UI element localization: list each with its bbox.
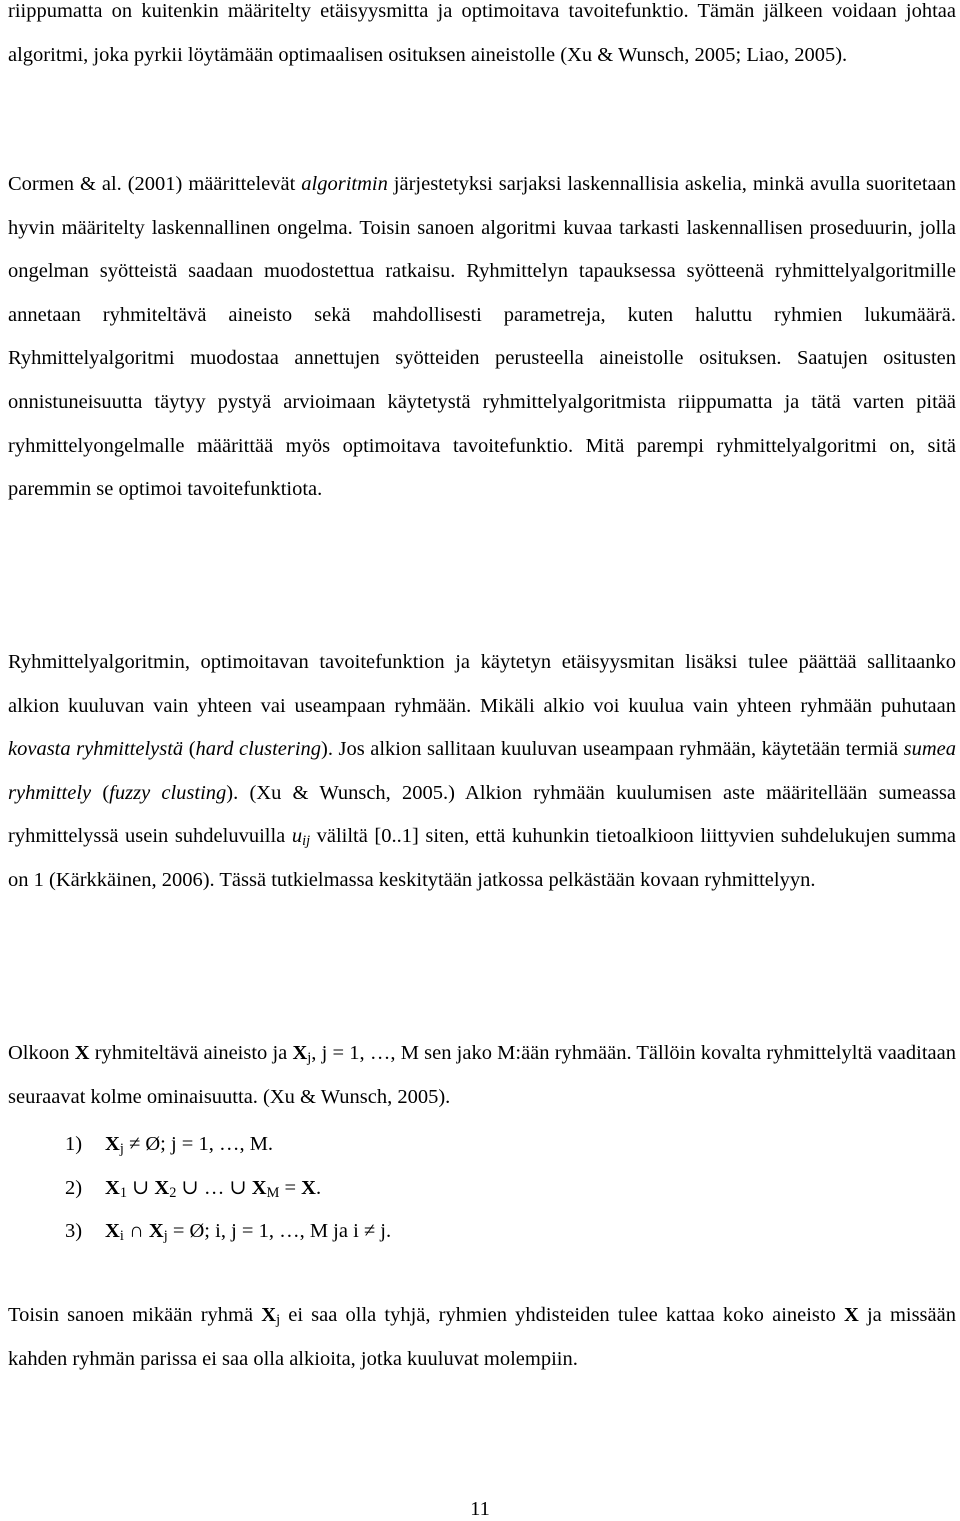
paragraph-summary <box>8 1294 956 1381</box>
math-variable: X <box>105 1176 120 1199</box>
math-subscript: j <box>307 1050 312 1066</box>
math-subscript: j <box>163 1228 168 1245</box>
text-run: ( <box>183 738 196 761</box>
text-run: Olkoon <box>8 1042 75 1064</box>
text-run: ei saa olla tyhjä, ryhmien yhdisteiden tulee kattaa koko aineisto <box>280 1304 845 1326</box>
paragraph-algorithm-definition <box>8 163 956 512</box>
paragraph-clustering-types <box>8 641 956 903</box>
math-variable: u <box>291 825 303 848</box>
math-variable: X <box>105 1220 120 1243</box>
text-run: ryhmiteltävä aineisto ja <box>89 1042 293 1064</box>
text-run: ( <box>91 781 110 804</box>
text-run: = Ø; i, j = 1, …, M ja i ≠ j. <box>167 1220 392 1243</box>
list-item <box>65 1123 865 1167</box>
list-item <box>65 1167 865 1211</box>
math-variable: X <box>261 1304 277 1326</box>
math-operator: ∪ <box>126 1176 155 1199</box>
math-operator: = <box>279 1176 302 1199</box>
math-variable: X <box>105 1133 120 1155</box>
math-subscript: M <box>266 1184 280 1201</box>
text-run: Toisin sanoen mikään ryhmä <box>8 1304 262 1326</box>
emphasis-term: algoritmin <box>301 173 388 195</box>
list-number: 3) <box>65 1220 83 1243</box>
conditions-list <box>65 1123 865 1254</box>
text-run: ). (Xu & Wunsch, 2005.) Alkion ryhmään kuulumisen aste määritellään sumeassa ryhmittelyssä usein suhdeluvuilla <box>8 781 956 848</box>
list-number: 2) <box>65 1176 83 1199</box>
paragraph-partition-definition <box>8 1032 956 1119</box>
page-number: 11 <box>470 1498 490 1520</box>
math-subscript: j <box>276 1312 281 1328</box>
text-run: . <box>315 1176 322 1199</box>
list-item <box>65 1210 865 1254</box>
emphasis-term: fuzzy clusting <box>109 781 227 804</box>
text-run: ≠ Ø; j = 1, …, M. <box>123 1133 274 1155</box>
emphasis-term: kovasta ryhmittelystä <box>8 738 184 761</box>
text-run: , j = 1, …, M sen jako M:ään ryhmään. Tällöin kovalta ryhmittelyltä vaaditaan seuraavat kolme ominaisuutta. (Xu & Wunsch, 2005). <box>8 1042 956 1108</box>
math-subscript: 2 <box>169 1184 177 1201</box>
math-operator: ∪ … ∪ <box>176 1176 252 1199</box>
text-run: Cormen & al. (2001) määrittelevät <box>8 173 302 195</box>
emphasis-term: sumea ryhmittely <box>8 738 957 804</box>
math-subscript: i <box>119 1228 124 1245</box>
emphasis-term: hard clustering <box>195 738 322 761</box>
paragraph-1: riippumatta on kuitenkin määritelty etäisyysmitta ja optimoitava tavoitefunktio. Tämän jälkeen voidaan johtaa algoritmi, joka pyrkii löytämään optimaalisen osituksen aineistolle (Xu & Wunsch, 2005; Liao, 2005). <box>8 0 956 66</box>
text-run: järjestetyksi sarjaksi laskennallisia askelia, minkä avulla suoritetaan hyvin määritelty laskennallinen ongelma. Toisin sanoen algoritmi kuvaa tarkasti laskennallisen proseduurin, jolla ongelman syötteistä saadaan muodostettua ratkaisu. Ryhmittelyn tapauksessa syötteenä ryhmittelyalgoritmille annetaan ryhmiteltävä aineisto sekä mahdollisesti parametreja, kuten haluttu ryhmien lukumäärä. Ryhmittelyalgoritmi muodostaa annettujen syötteiden perusteella aineistolle osituksen. Saatujen ositusten onnistuneisuutta täytyy pystyä arvioimaan käytetystä ryhmittelyalgoritmista riippumatta ja tätä varten pitää ryhmittelyongelmalle määrittää myös optimoitava tavoitefunktio. Mitä parempi ryhmittelyalgoritmi on, sitä paremmin se optimoi tavoitefunktiota. <box>8 173 956 501</box>
text-run: väliltä [0..1] siten, että kuhunkin tietoalkioon liittyvien suhdelukujen summa on 1 (Kärkkäinen, 2006). Tässä tutkielmassa keskitytään jatkossa pelkästään kovaan ryhmittelyyn. <box>8 825 956 891</box>
math-subscript: 1 <box>119 1184 127 1201</box>
list-number: 1) <box>65 1133 83 1155</box>
math-variable: X <box>292 1042 308 1064</box>
text-run: ja missään kahden ryhmän parissa ei saa olla alkioita, jotka kuuluvat molempiin. <box>8 1304 956 1370</box>
text-run: ). Jos alkion sallitaan kuuluvan useampaan ryhmään, käytetään termiä <box>321 738 904 761</box>
math-variable: X <box>301 1176 316 1199</box>
math-variable: X <box>148 1220 164 1243</box>
math-subscript: ij <box>302 833 311 850</box>
math-subscript: j <box>119 1141 124 1157</box>
text-run: Ryhmittelyalgoritmin, optimoitavan tavoitefunktion ja käytetyn etäisyysmitan lisäksi tulee päättää sallitaanko alkion kuuluvan vain yhteen vai useampaan ryhmään. Mikäli alkio voi kuulua vain yhteen ryhmään puhutaan <box>8 651 956 717</box>
math-variable: X <box>251 1176 267 1199</box>
math-variable: X <box>74 1042 90 1064</box>
math-variable: X <box>154 1176 170 1199</box>
math-variable: X <box>844 1304 859 1326</box>
math-operator: ∩ <box>123 1220 149 1243</box>
